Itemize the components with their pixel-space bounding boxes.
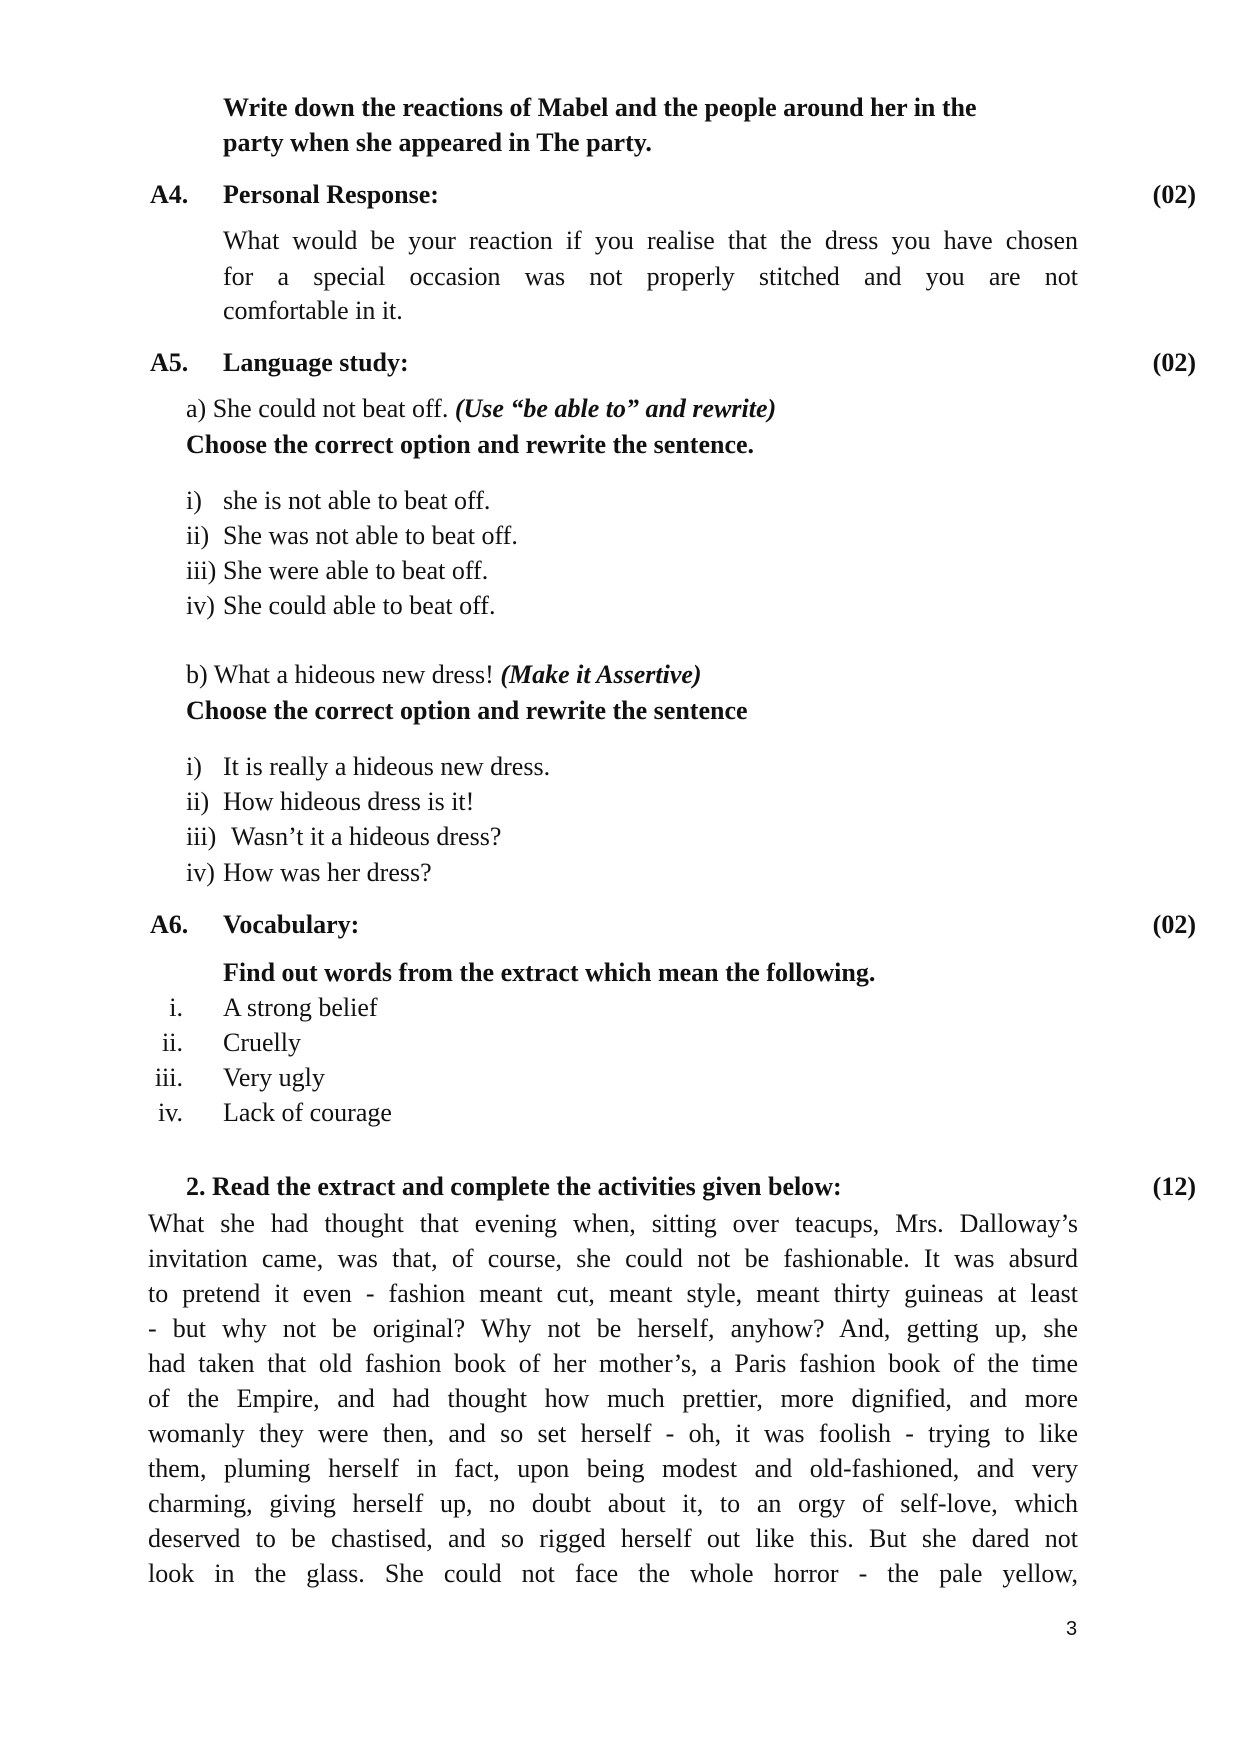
- extract-line: What she had thought that evening when, sitting over teacups, Mrs. Dalloway’s: [148, 1209, 1078, 1238]
- page-number: 3: [1066, 1618, 1078, 1640]
- extract-line: womanly they were then, and so set herself - oh, it was foolish - trying to like: [148, 1419, 1078, 1448]
- a5-b-text: What a hideous new dress!: [213, 660, 494, 689]
- a5-a-choose: Choose the correct option and rewrite the sentence.: [186, 430, 755, 459]
- a4-marks: (02): [1152, 180, 1196, 209]
- a6-item-2-text: Cruelly: [223, 1028, 301, 1057]
- a4-line-3: comfortable in it.: [223, 296, 403, 325]
- a5-a-text: She could not beat off.: [212, 394, 449, 423]
- extract-line: look in the glass. She could not face the whole horror - the pale yellow,: [148, 1559, 1078, 1588]
- a6-item-1-text: A strong belief: [223, 993, 378, 1022]
- a5-question-a: [186, 392, 776, 426]
- a5-marks: (02): [1152, 348, 1196, 377]
- a6-item-3-num: iii.: [154, 1063, 183, 1092]
- a6-title: Vocabulary:: [223, 910, 360, 939]
- a4-title: Personal Response:: [223, 180, 439, 209]
- a5-title: Language study:: [223, 348, 409, 377]
- a5-a-instruction: (Use “be able to” and rewrite): [454, 394, 777, 423]
- a6-item-3-text: Very ugly: [223, 1063, 325, 1092]
- a5-b-label: b): [186, 660, 208, 689]
- a5-a-option-1: i) she is not able to beat off.: [186, 486, 491, 515]
- a6-marks: (02): [1152, 910, 1196, 939]
- q2-marks: (12): [1152, 1172, 1196, 1201]
- a5-b-choose: Choose the correct option and rewrite the sentence: [186, 696, 748, 725]
- extract-line: - but why not be original? Why not be herself, anyhow? And, getting up, she: [148, 1314, 1078, 1343]
- a5-a-option-3: iii) She were able to beat off.: [186, 556, 489, 585]
- a6-number: A6.: [150, 910, 189, 939]
- extract-line: to pretend it even - fashion meant cut, meant style, meant thirty guineas at least: [148, 1279, 1078, 1308]
- extract-line: charming, giving herself up, no doubt about it, to an orgy of self-love, which: [148, 1489, 1078, 1518]
- a6-item-2-num: ii.: [162, 1028, 183, 1057]
- a5-a-option-2: ii) She was not able to beat off.: [186, 521, 518, 550]
- extract-line: of the Empire, and had thought how much prettier, more dignified, and more: [148, 1384, 1078, 1413]
- q2-heading: 2. Read the extract and complete the activities given below:: [186, 1172, 842, 1201]
- a5-b-instruction: (Make it Assertive): [500, 660, 702, 689]
- extract-line: them, pluming herself in fact, upon being modest and old-fashioned, and very: [148, 1454, 1078, 1483]
- a5-question-b: [186, 658, 702, 692]
- a5-number: A5.: [150, 348, 189, 377]
- extract-line: deserved to be chastised, and so rigged herself out like this. But she dared not: [148, 1524, 1078, 1553]
- a5-b-option-3: iii) Wasn’t it a hideous dress?: [186, 822, 502, 851]
- a5-b-option-4: iv) How was her dress?: [186, 858, 432, 887]
- a5-a-option-4: iv) She could able to beat off.: [186, 591, 496, 620]
- extract-line: had taken that old fashion book of her mother’s, a Paris fashion book of the time: [148, 1349, 1078, 1378]
- a5-b-option-2: ii) How hideous dress is it!: [186, 787, 475, 816]
- intro-line-2: party when she appeared in The party.: [223, 128, 652, 157]
- a6-item-4-num: iv.: [157, 1098, 183, 1127]
- a6-item-1-num: i.: [169, 993, 183, 1022]
- a5-b-option-1: i) It is really a hideous new dress.: [186, 752, 551, 781]
- a4-line-1: What would be your reaction if you realise that the dress you have chosen: [223, 226, 1078, 255]
- extract-line: invitation came, was that, of course, she could not be fashionable. It was absurd: [148, 1244, 1078, 1273]
- a6-instruction: Find out words from the extract which mean the following.: [223, 958, 876, 987]
- a4-line-2: for a special occasion was not properly stitched and you are not: [223, 262, 1078, 291]
- a5-a-label: a): [186, 394, 207, 423]
- a4-number: A4.: [150, 180, 189, 209]
- intro-line-1: Write down the reactions of Mabel and the people around her in the: [223, 93, 977, 122]
- a6-item-4-text: Lack of courage: [223, 1098, 392, 1127]
